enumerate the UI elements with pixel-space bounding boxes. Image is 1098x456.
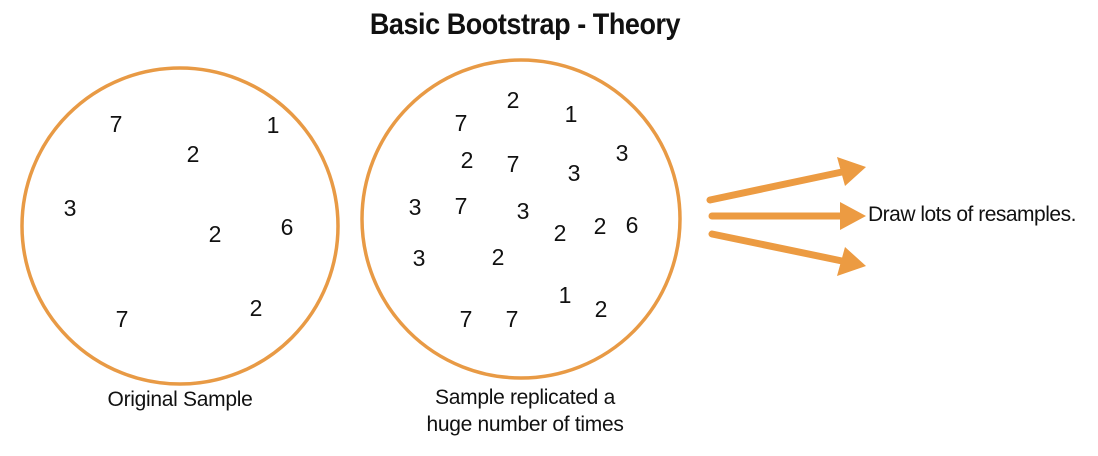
arrow-down-icon [712, 234, 866, 276]
sample-value: 2 [491, 244, 505, 270]
original-sample-caption [80, 386, 280, 413]
arrow-right-icon [712, 202, 866, 230]
replicated-sample-caption [400, 384, 650, 438]
sample-value: 6 [625, 212, 639, 238]
sample-value: 7 [454, 193, 468, 219]
resamples-label: Draw lots of resamples. [868, 203, 1076, 226]
sample-value: 6 [280, 214, 294, 240]
sample-value: 3 [63, 195, 77, 221]
replicated-caption-line2: huge number of times [426, 413, 624, 436]
original-sample-label: Original Sample [107, 388, 253, 411]
sample-value: 3 [408, 194, 422, 220]
page-title: Basic Bootstrap - Theory [369, 8, 681, 41]
sample-value: 7 [115, 306, 129, 332]
sample-value: 2 [506, 87, 520, 113]
sample-value: 3 [516, 198, 530, 224]
sample-value: 7 [506, 151, 520, 177]
resample-arrows [710, 157, 866, 276]
sample-value: 2 [208, 221, 222, 247]
arrow-up-icon [710, 157, 866, 200]
original-sample-numbers [64, 111, 294, 332]
sample-value: 7 [459, 306, 473, 332]
sample-value: 1 [558, 282, 572, 308]
sample-value: 2 [186, 141, 200, 167]
sample-value: 2 [249, 295, 263, 321]
sample-value: 1 [266, 112, 280, 138]
sample-value: 2 [594, 296, 608, 322]
sample-value: 7 [109, 111, 123, 137]
sample-value: 7 [454, 110, 468, 136]
sample-value: 3 [567, 160, 581, 186]
sample-value: 7 [505, 306, 519, 332]
sample-value: 1 [564, 101, 578, 127]
sample-value: 2 [460, 147, 474, 173]
sample-value: 2 [593, 213, 607, 239]
replicated-caption-line1: Sample replicated a [435, 386, 615, 409]
replicated-sample-numbers [409, 87, 639, 332]
sample-value: 3 [615, 140, 629, 166]
sample-value: 3 [412, 245, 426, 271]
sample-value: 2 [553, 220, 567, 246]
